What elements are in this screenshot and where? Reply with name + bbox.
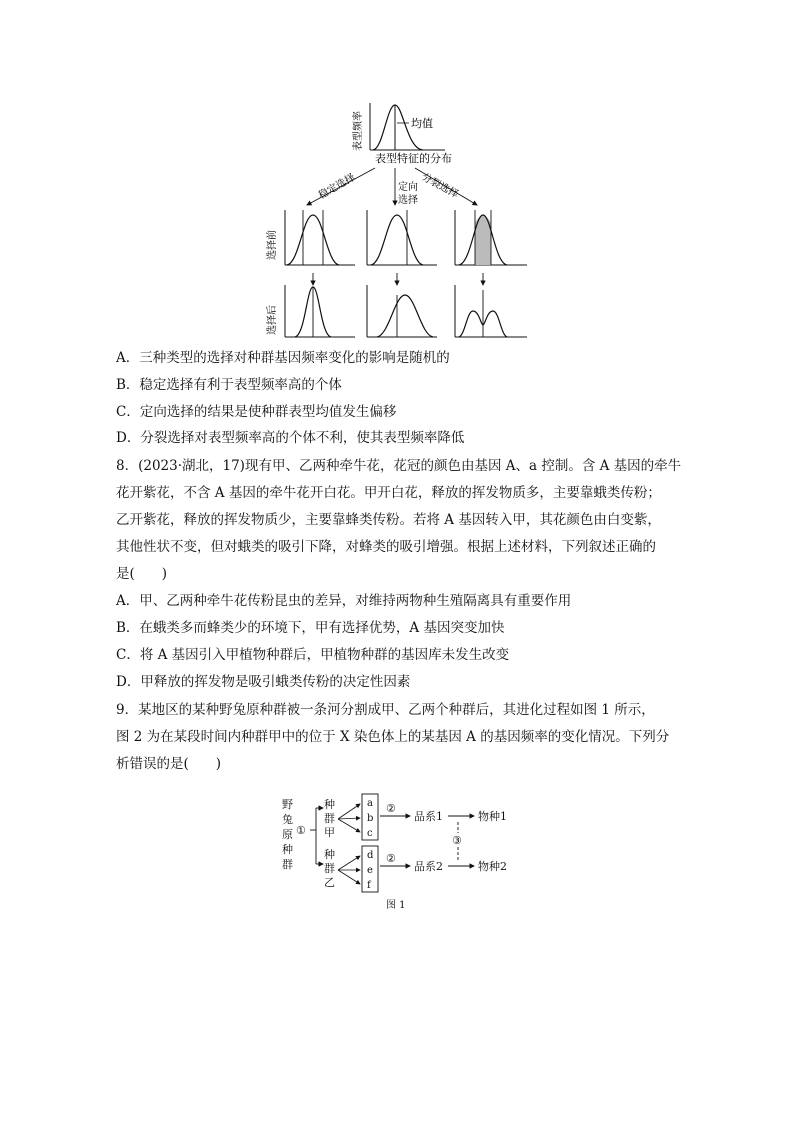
species-2-label: 物种2 (478, 860, 507, 873)
origin-char-2: 兔 (282, 813, 293, 826)
q8-stem-line-3: 乙开紫花，释放的挥发物质少，主要靠蜂类传粉。若将 A 基因转入甲，其花颜色由白变紫， (116, 512, 661, 528)
stabilizing-after-plot (285, 285, 355, 337)
box-b-item-2: e (367, 865, 373, 876)
stabilizing-before-plot (285, 210, 355, 265)
origin-char-5: 群 (282, 858, 293, 871)
q7-option-a: A．三种类型的选择对种群基因频率变化的影响是随机的 (116, 350, 450, 366)
frequency-axis-label: 表型频率 (353, 111, 364, 151)
mean-label: 均值 (411, 117, 433, 130)
pop-b-char-3: 乙 (324, 876, 335, 889)
box-a-item-3: c (367, 828, 373, 839)
origin-char-1: 野 (282, 798, 293, 811)
box-b-item-3: f (367, 880, 371, 891)
q8-stem-line-5: 是( ) (116, 566, 168, 582)
disruptive-before-plot (455, 210, 527, 265)
q8-stem-line-1: 8．(2023·湖北，17)现有甲、乙两种牵牛花，花冠的颜色由基因 A、a 控制。含 A 基因的牵牛 (116, 458, 682, 474)
directional-after-plot (367, 285, 437, 337)
q8-stem-line-2: 花开紫花，不含 A 基因的牵牛花开白花。甲开白花，释放的挥发物质多，主要靠蛾类传粉； (116, 485, 661, 501)
q9-stem-line-3: 析错误的是( ) (116, 756, 222, 772)
step-2-marker-bottom: ② (386, 852, 396, 865)
selection-types-figure (255, 95, 540, 345)
disruptive-selection-label: 分裂选择 (419, 171, 461, 201)
strain-2-label: 品系2 (414, 860, 443, 873)
origin-char-4: 种 (282, 843, 293, 856)
before-selection-label: 选择前 (267, 230, 278, 260)
q7-option-c: C．定向选择的结果是使种群表型均值发生偏移 (116, 404, 397, 420)
after-selection-label: 选择后 (267, 305, 278, 335)
q8-option-c: C．将 A 基因引入甲植物种群后，甲植物种群的基因库未发生改变 (116, 647, 510, 663)
q8-option-a: A．甲、乙两种牵牛花传粉昆虫的差异，对维持两物种生殖隔离具有重要作用 (116, 593, 572, 609)
box-a-item-1: a (367, 798, 373, 809)
disruptive-after-plot (455, 285, 527, 337)
stabilizing-selection-label: 稳定选择 (317, 172, 358, 202)
pop-a-char-2: 群 (324, 812, 335, 825)
directional-selection-label-1: 定向 (398, 182, 418, 193)
q7-option-d: D．分裂选择对表型频率高的个体不利，使其表型频率降低 (116, 430, 465, 446)
q8-option-d: D．甲释放的挥发物是吸引蛾类传粉的决定性因素 (116, 674, 411, 690)
step-1-marker: ① (296, 824, 306, 837)
phenotype-distribution-caption: 表型特征的分布 (375, 152, 452, 165)
q9-stem-line-1: 9．某地区的某种野兔原种群被一条河分割成甲、乙两个种群后，其进化过程如图 1 所示， (116, 702, 655, 718)
pop-a-char-3: 甲 (324, 826, 335, 839)
top-distribution-plot (351, 103, 452, 165)
pop-a-char-1: 种 (324, 798, 335, 811)
box-b-item-1: d (367, 850, 374, 861)
box-a-item-2: b (367, 813, 374, 824)
q8-stem-line-4: 其他性状不变，但对蛾类的吸引下降，对蜂类的吸引增强。根据上述材料，下列叙述正确的 (116, 539, 656, 555)
q7-option-b: B．稳定选择有利于表型频率高的个体 (116, 377, 342, 393)
directional-selection-label-2: 选择 (398, 195, 418, 206)
q8-option-b: B．在蛾类多而蜂类少的环境下，甲有选择优势，A 基因突变加快 (116, 620, 505, 636)
pop-b-char-1: 种 (324, 848, 335, 861)
directional-before-plot (367, 210, 437, 265)
step-2-marker-top: ② (386, 802, 396, 815)
figure-caption: 图 1 (386, 900, 406, 911)
origin-char-3: 原 (282, 828, 293, 841)
strain-1-label: 品系1 (414, 810, 443, 823)
step-3-marker: ③ (452, 834, 462, 847)
species-1-label: 物种1 (478, 810, 507, 823)
speciation-process-figure (276, 792, 526, 912)
q9-stem-line-2: 图 2 为在某段时间内种群甲中的位于 X 染色体上的某基因 A 的基因频率的变化情况。下列分 (116, 729, 670, 745)
pop-b-char-2: 群 (324, 862, 335, 875)
